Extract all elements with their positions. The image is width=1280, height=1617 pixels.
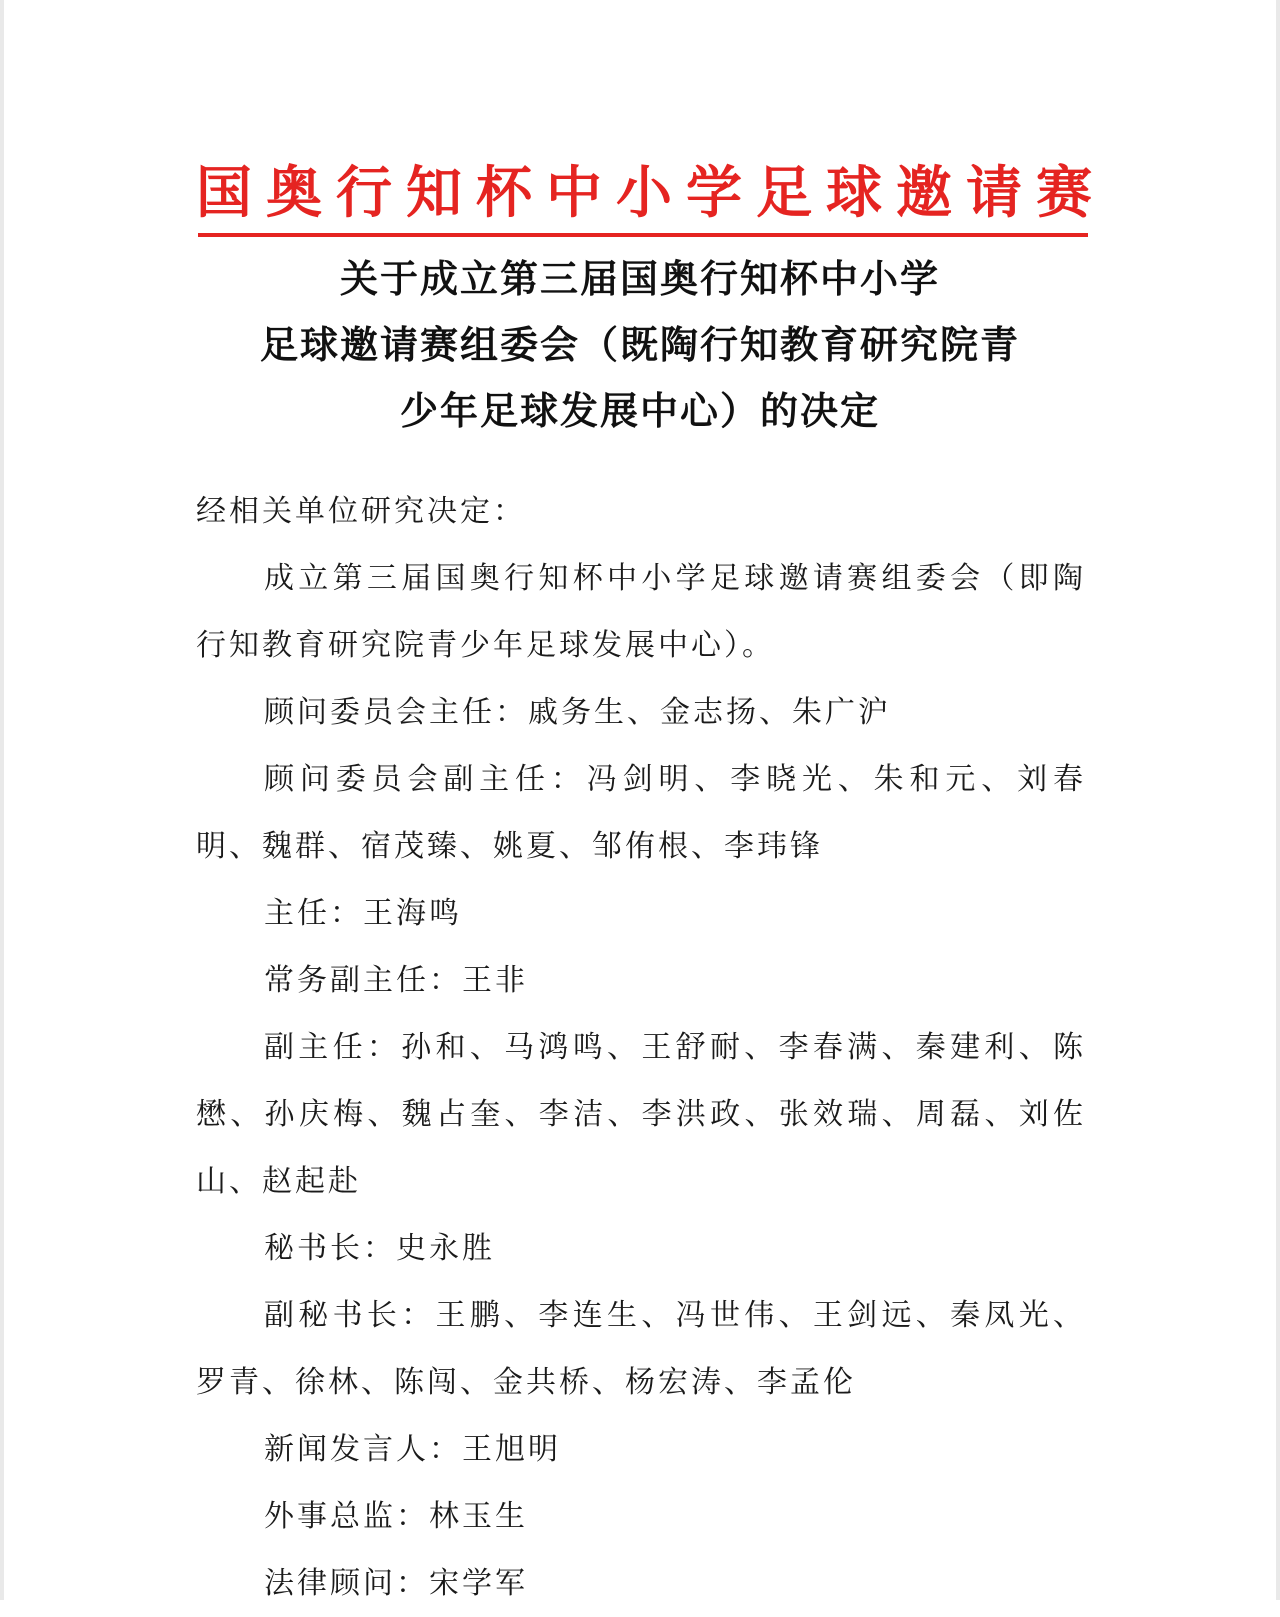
deputy-directors-paragraph: 副主任：孙和、马鸿鸣、王舒耐、李春满、秦建利、陈懋、孙庆梅、魏占奎、李洁、李洪政、张效瑞、周磊、刘佐山、赵起赴 [196,1030,1086,1199]
deputy-secretary-general-paragraph: 副秘书长：王鹏、李连生、冯世伟、王剑远、秦凤光、罗青、徐林、陈闯、金共桥、杨宏涛、李孟伦 [196,1298,1086,1400]
legal-advisor-paragraph: 法律顾问：宋学军 [264,1566,528,1601]
foreign-affairs-director-paragraph: 外事总监：林玉生 [264,1499,528,1534]
letterhead-title: 国奥行知杯中小学足球邀请赛 [196,160,1106,226]
page-edge-right [1276,0,1280,1600]
director-paragraph: 主任：王海鸣 [264,896,462,931]
spokesperson-paragraph: 新闻发言人：王旭明 [264,1432,561,1467]
advisory-deputy-director-paragraph: 顾问委员会副主任：冯剑明、李晓光、朱和元、刘春明、魏群、宿茂臻、姚夏、邹侑根、李玮锋 [196,762,1086,864]
intro-paragraph: 经相关单位研究决定： [196,494,526,529]
page-edge-left [0,0,4,1600]
document-title [190,246,1090,444]
decision-paragraph: 成立第三届国奥行知杯中小学足球邀请赛组委会（即陶行知教育研究院青少年足球发展中心）。 [196,561,1086,663]
secretary-general-paragraph: 秘书长：史永胜 [264,1231,495,1266]
document-body [196,478,1086,1617]
advisory-director-paragraph: 顾问委员会主任：戚务生、金志扬、朱广沪 [264,695,891,730]
letterhead-red-rule [198,233,1088,237]
document-title-line-2: 足球邀请赛组委会（既陶行知教育研究院青 [259,323,1020,367]
executive-deputy-director-paragraph: 常务副主任：王非 [264,963,528,998]
document-title-line-1: 关于成立第三届国奥行知杯中小学 [339,257,940,301]
document-title-line-3: 少年足球发展中心）的决定 [399,389,880,433]
